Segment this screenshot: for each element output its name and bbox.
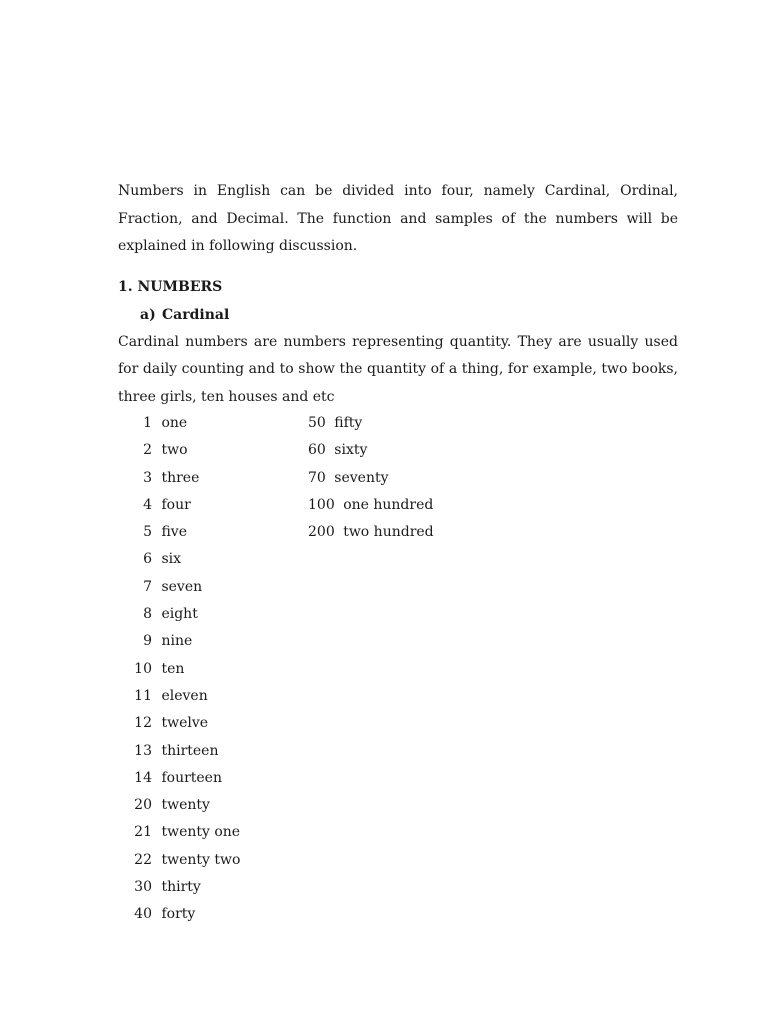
list-item	[118, 792, 240, 819]
number-digit: 1	[143, 415, 152, 431]
number-word: seven	[161, 578, 203, 595]
number-digit: 50	[308, 415, 326, 431]
list-item	[118, 546, 240, 573]
list-item	[118, 765, 240, 792]
list-item	[118, 437, 240, 464]
number-word: thirteen	[161, 742, 219, 759]
number-word: twenty two	[161, 851, 241, 868]
number-word: twenty	[161, 797, 210, 814]
number-digit: 14	[134, 769, 152, 786]
list-item	[118, 574, 240, 601]
number-digit: 200	[308, 524, 335, 541]
number-word: eight	[161, 606, 198, 623]
number-word: forty	[161, 906, 196, 923]
number-word: thirty	[161, 879, 201, 896]
number-digit: 60	[308, 442, 326, 459]
list-item	[118, 710, 240, 737]
list-item	[118, 901, 240, 928]
number-digit: 7	[143, 578, 152, 595]
number-word: eleven	[161, 687, 208, 704]
list-item	[308, 519, 434, 546]
list-item	[118, 601, 240, 628]
list-item	[308, 492, 434, 519]
cardinal-description: Cardinal numbers are numbers representing quantity. They are usually used for daily counting and to show the quantity of a thing, for example, two books, three girls, ten houses and etc	[118, 334, 678, 405]
list-item	[118, 628, 240, 655]
number-word: four	[161, 496, 191, 513]
intro-paragraph: Numbers in English can be divided into four, namely Cardinal, Ordinal, Fraction, and Decimal. The function and samples of the numbers will be explained in following discussion.	[118, 183, 678, 254]
number-word: fourteen	[161, 769, 222, 786]
number-digit: 6	[143, 551, 152, 568]
number-digit: 10	[134, 660, 152, 677]
number-word: twelve	[161, 715, 209, 732]
list-item	[118, 465, 240, 492]
number-digit: 13	[134, 742, 152, 759]
section-heading: 1. NUMBERS	[118, 279, 223, 295]
list-item	[118, 492, 240, 519]
list-item	[308, 410, 434, 437]
number-digit: 5	[143, 524, 152, 541]
number-word: two	[161, 442, 188, 459]
number-word: seventy	[334, 469, 389, 486]
subsection-title: Cardinal	[162, 307, 230, 323]
number-word: sixty	[334, 442, 368, 459]
list-item	[308, 465, 434, 492]
number-digit: 2	[143, 442, 152, 459]
number-digit: 8	[143, 606, 152, 623]
list-item	[118, 874, 240, 901]
number-digit: 22	[134, 851, 152, 868]
list-item	[118, 819, 240, 846]
list-item	[118, 410, 240, 437]
cardinal-list-left	[118, 410, 240, 929]
number-digit: 30	[134, 879, 152, 896]
number-word: three	[161, 469, 200, 486]
number-word: twenty one	[161, 824, 241, 841]
number-word: nine	[161, 633, 193, 650]
list-item	[118, 847, 240, 874]
list-item	[118, 738, 240, 765]
subsection-heading	[140, 304, 229, 326]
number-word: ten	[161, 660, 185, 677]
subsection-marker: a)	[140, 307, 156, 323]
list-item	[118, 683, 240, 710]
number-digit: 20	[134, 797, 152, 814]
number-word: five	[161, 524, 187, 541]
number-digit: 12	[134, 715, 152, 732]
number-digit: 3	[143, 469, 152, 486]
number-digit: 100	[308, 496, 335, 513]
number-digit: 11	[134, 687, 152, 704]
list-item	[308, 437, 434, 464]
number-word: one hundred	[343, 496, 434, 513]
number-digit: 4	[143, 496, 152, 513]
number-word: fifty	[334, 415, 363, 431]
number-digit: 40	[134, 906, 152, 923]
number-digit: 21	[134, 824, 152, 841]
cardinal-list-right	[308, 410, 434, 546]
number-digit: 70	[308, 469, 326, 486]
number-word: six	[161, 551, 182, 568]
list-item	[118, 519, 240, 546]
list-item	[118, 656, 240, 683]
number-word: two hundred	[343, 524, 434, 541]
number-word: one	[161, 415, 188, 431]
number-digit: 9	[143, 633, 152, 650]
